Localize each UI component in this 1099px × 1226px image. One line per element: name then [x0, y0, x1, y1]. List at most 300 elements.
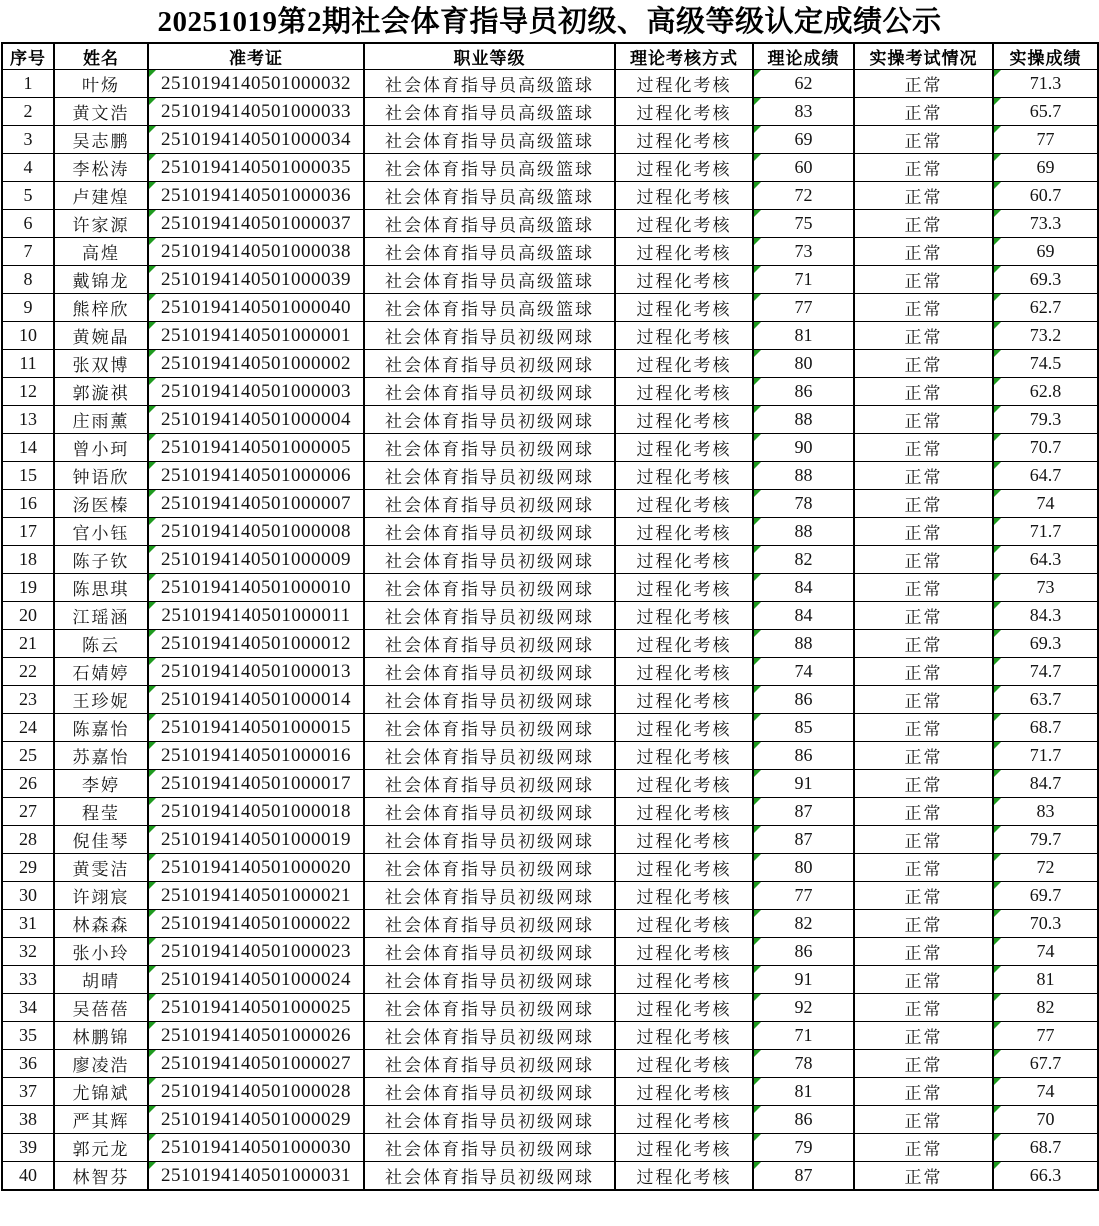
cell-index: 9	[2, 294, 54, 322]
cell-level: 社会体育指导员高级篮球	[364, 70, 615, 98]
cell-practical-score: 62.7	[993, 294, 1098, 322]
cell-theory-score: 88	[753, 406, 854, 434]
cell-practical-status: 正常	[854, 910, 993, 938]
cell-index: 39	[2, 1134, 54, 1162]
cell-theory-score: 81	[753, 1078, 854, 1106]
cell-name: 陈思琪	[54, 574, 148, 602]
cell-index: 6	[2, 210, 54, 238]
cell-theory-score: 77	[753, 882, 854, 910]
cell-theory-method: 过程化考核	[615, 518, 753, 546]
cell-ticket: 2510194140501000027	[148, 1050, 364, 1078]
cell-ticket: 2510194140501000013	[148, 658, 364, 686]
table-row	[2, 322, 1098, 350]
cell-name: 吴志鹏	[54, 126, 148, 154]
page-title: 20251019第2期社会体育指导员初级、高级等级认定成绩公示	[157, 6, 942, 38]
cell-theory-method: 过程化考核	[615, 1078, 753, 1106]
cell-ticket: 2510194140501000014	[148, 686, 364, 714]
cell-theory-method: 过程化考核	[615, 462, 753, 490]
cell-ticket: 2510194140501000023	[148, 938, 364, 966]
cell-practical-status: 正常	[854, 546, 993, 574]
cell-practical-status: 正常	[854, 238, 993, 266]
cell-index: 32	[2, 938, 54, 966]
cell-theory-score: 86	[753, 742, 854, 770]
table-body	[2, 70, 1098, 1191]
cell-practical-status: 正常	[854, 574, 993, 602]
cell-index: 23	[2, 686, 54, 714]
cell-practical-score: 84.7	[993, 770, 1098, 798]
table-row	[2, 1078, 1098, 1106]
cell-theory-method: 过程化考核	[615, 630, 753, 658]
cell-index: 25	[2, 742, 54, 770]
cell-level: 社会体育指导员初级网球	[364, 434, 615, 462]
cell-theory-score: 81	[753, 322, 854, 350]
cell-practical-status: 正常	[854, 630, 993, 658]
score-publication-page	[1, 0, 1098, 1191]
cell-practical-score: 74.7	[993, 658, 1098, 686]
cell-practical-status: 正常	[854, 378, 993, 406]
cell-theory-method: 过程化考核	[615, 182, 753, 210]
table-row	[2, 294, 1098, 322]
cell-theory-method: 过程化考核	[615, 238, 753, 266]
cell-theory-score: 72	[753, 182, 854, 210]
cell-level: 社会体育指导员高级篮球	[364, 294, 615, 322]
cell-theory-method: 过程化考核	[615, 210, 753, 238]
cell-ticket: 2510194140501000034	[148, 126, 364, 154]
column-header: 实操成绩	[993, 43, 1098, 70]
cell-practical-status: 正常	[854, 742, 993, 770]
cell-name: 官小钰	[54, 518, 148, 546]
cell-theory-method: 过程化考核	[615, 602, 753, 630]
cell-level: 社会体育指导员初级网球	[364, 1050, 615, 1078]
table-row	[2, 742, 1098, 770]
cell-practical-score: 74	[993, 938, 1098, 966]
cell-practical-status: 正常	[854, 938, 993, 966]
cell-theory-method: 过程化考核	[615, 882, 753, 910]
cell-theory-method: 过程化考核	[615, 546, 753, 574]
cell-theory-score: 84	[753, 574, 854, 602]
column-header: 理论成绩	[753, 43, 854, 70]
cell-practical-status: 正常	[854, 98, 993, 126]
cell-name: 叶炀	[54, 70, 148, 98]
cell-theory-method: 过程化考核	[615, 826, 753, 854]
cell-practical-score: 66.3	[993, 1162, 1098, 1191]
cell-practical-status: 正常	[854, 1106, 993, 1134]
cell-practical-score: 60.7	[993, 182, 1098, 210]
cell-name: 熊梓欣	[54, 294, 148, 322]
table-row	[2, 98, 1098, 126]
cell-ticket: 2510194140501000024	[148, 966, 364, 994]
cell-level: 社会体育指导员初级网球	[364, 742, 615, 770]
cell-practical-score: 69	[993, 154, 1098, 182]
cell-theory-score: 71	[753, 1022, 854, 1050]
cell-name: 石婧婷	[54, 658, 148, 686]
cell-ticket: 2510194140501000025	[148, 994, 364, 1022]
cell-ticket: 2510194140501000032	[148, 70, 364, 98]
cell-name: 曾小珂	[54, 434, 148, 462]
cell-practical-status: 正常	[854, 602, 993, 630]
cell-index: 40	[2, 1162, 54, 1191]
cell-name: 高煌	[54, 238, 148, 266]
cell-theory-score: 90	[753, 434, 854, 462]
cell-practical-status: 正常	[854, 966, 993, 994]
cell-level: 社会体育指导员初级网球	[364, 350, 615, 378]
cell-level: 社会体育指导员高级篮球	[364, 126, 615, 154]
cell-theory-method: 过程化考核	[615, 1050, 753, 1078]
cell-index: 4	[2, 154, 54, 182]
cell-theory-method: 过程化考核	[615, 266, 753, 294]
cell-practical-score: 77	[993, 126, 1098, 154]
table-row	[2, 182, 1098, 210]
cell-index: 34	[2, 994, 54, 1022]
cell-name: 郭漩祺	[54, 378, 148, 406]
cell-practical-status: 正常	[854, 854, 993, 882]
cell-index: 36	[2, 1050, 54, 1078]
cell-theory-score: 77	[753, 294, 854, 322]
cell-theory-score: 62	[753, 70, 854, 98]
cell-level: 社会体育指导员高级篮球	[364, 98, 615, 126]
cell-theory-method: 过程化考核	[615, 490, 753, 518]
cell-index: 35	[2, 1022, 54, 1050]
cell-level: 社会体育指导员初级网球	[364, 882, 615, 910]
cell-practical-score: 71.3	[993, 70, 1098, 98]
cell-name: 程莹	[54, 798, 148, 826]
table-row	[2, 1022, 1098, 1050]
cell-practical-status: 正常	[854, 658, 993, 686]
cell-level: 社会体育指导员初级网球	[364, 406, 615, 434]
cell-theory-score: 79	[753, 1134, 854, 1162]
cell-ticket: 2510194140501000029	[148, 1106, 364, 1134]
cell-theory-score: 83	[753, 98, 854, 126]
cell-level: 社会体育指导员初级网球	[364, 826, 615, 854]
cell-practical-score: 65.7	[993, 98, 1098, 126]
cell-ticket: 2510194140501000038	[148, 238, 364, 266]
cell-ticket: 2510194140501000003	[148, 378, 364, 406]
table-row	[2, 434, 1098, 462]
cell-theory-method: 过程化考核	[615, 770, 753, 798]
cell-name: 胡晴	[54, 966, 148, 994]
cell-practical-status: 正常	[854, 322, 993, 350]
column-header: 序号	[2, 43, 54, 70]
cell-level: 社会体育指导员初级网球	[364, 546, 615, 574]
table-row	[2, 350, 1098, 378]
cell-level: 社会体育指导员初级网球	[364, 462, 615, 490]
cell-practical-score: 68.7	[993, 714, 1098, 742]
cell-theory-method: 过程化考核	[615, 1162, 753, 1191]
table-row	[2, 658, 1098, 686]
cell-practical-score: 70.7	[993, 434, 1098, 462]
table-row	[2, 266, 1098, 294]
cell-practical-score: 73.2	[993, 322, 1098, 350]
table-row	[2, 910, 1098, 938]
cell-practical-score: 81	[993, 966, 1098, 994]
cell-name: 汤医榛	[54, 490, 148, 518]
table-row	[2, 1106, 1098, 1134]
table-row	[2, 882, 1098, 910]
cell-practical-status: 正常	[854, 210, 993, 238]
column-header: 理论考核方式	[615, 43, 753, 70]
cell-level: 社会体育指导员初级网球	[364, 490, 615, 518]
cell-practical-score: 74	[993, 1078, 1098, 1106]
cell-practical-score: 69	[993, 238, 1098, 266]
cell-theory-method: 过程化考核	[615, 798, 753, 826]
cell-theory-method: 过程化考核	[615, 350, 753, 378]
cell-name: 卢建煌	[54, 182, 148, 210]
cell-theory-score: 74	[753, 658, 854, 686]
cell-ticket: 2510194140501000020	[148, 854, 364, 882]
cell-ticket: 2510194140501000028	[148, 1078, 364, 1106]
cell-name: 江瑶涵	[54, 602, 148, 630]
cell-practical-score: 70.3	[993, 910, 1098, 938]
cell-name: 苏嘉怡	[54, 742, 148, 770]
cell-level: 社会体育指导员初级网球	[364, 630, 615, 658]
cell-practical-status: 正常	[854, 770, 993, 798]
cell-index: 7	[2, 238, 54, 266]
cell-name: 戴锦龙	[54, 266, 148, 294]
cell-theory-score: 80	[753, 350, 854, 378]
cell-index: 13	[2, 406, 54, 434]
cell-ticket: 2510194140501000037	[148, 210, 364, 238]
cell-ticket: 2510194140501000007	[148, 490, 364, 518]
table-row	[2, 518, 1098, 546]
cell-practical-status: 正常	[854, 154, 993, 182]
cell-practical-score: 64.7	[993, 462, 1098, 490]
cell-level: 社会体育指导员初级网球	[364, 1106, 615, 1134]
cell-name: 林智芬	[54, 1162, 148, 1191]
cell-index: 33	[2, 966, 54, 994]
cell-level: 社会体育指导员初级网球	[364, 686, 615, 714]
table-row	[2, 154, 1098, 182]
cell-practical-score: 67.7	[993, 1050, 1098, 1078]
cell-theory-method: 过程化考核	[615, 742, 753, 770]
cell-practical-score: 69.3	[993, 630, 1098, 658]
cell-name: 吴蓓蓓	[54, 994, 148, 1022]
table-row	[2, 854, 1098, 882]
cell-practical-status: 正常	[854, 1022, 993, 1050]
cell-name: 张双博	[54, 350, 148, 378]
cell-theory-score: 85	[753, 714, 854, 742]
table-row	[2, 546, 1098, 574]
cell-theory-method: 过程化考核	[615, 1106, 753, 1134]
cell-ticket: 2510194140501000040	[148, 294, 364, 322]
cell-index: 15	[2, 462, 54, 490]
cell-ticket: 2510194140501000004	[148, 406, 364, 434]
cell-name: 李婷	[54, 770, 148, 798]
table-row	[2, 798, 1098, 826]
cell-ticket: 2510194140501000022	[148, 910, 364, 938]
cell-theory-method: 过程化考核	[615, 1022, 753, 1050]
cell-theory-score: 86	[753, 686, 854, 714]
cell-index: 26	[2, 770, 54, 798]
cell-theory-method: 过程化考核	[615, 854, 753, 882]
cell-theory-score: 91	[753, 770, 854, 798]
cell-theory-score: 87	[753, 826, 854, 854]
cell-index: 12	[2, 378, 54, 406]
cell-theory-method: 过程化考核	[615, 574, 753, 602]
cell-index: 21	[2, 630, 54, 658]
cell-index: 38	[2, 1106, 54, 1134]
cell-theory-score: 78	[753, 1050, 854, 1078]
cell-theory-score: 86	[753, 938, 854, 966]
cell-practical-status: 正常	[854, 1134, 993, 1162]
cell-theory-score: 73	[753, 238, 854, 266]
cell-level: 社会体育指导员初级网球	[364, 574, 615, 602]
cell-index: 22	[2, 658, 54, 686]
cell-ticket: 2510194140501000008	[148, 518, 364, 546]
cell-practical-status: 正常	[854, 490, 993, 518]
table-row	[2, 602, 1098, 630]
cell-ticket: 2510194140501000015	[148, 714, 364, 742]
table-row	[2, 630, 1098, 658]
cell-theory-method: 过程化考核	[615, 910, 753, 938]
header-row	[2, 43, 1098, 70]
cell-name: 陈嘉怡	[54, 714, 148, 742]
cell-level: 社会体育指导员初级网球	[364, 910, 615, 938]
cell-ticket: 2510194140501000002	[148, 350, 364, 378]
cell-name: 黄雯洁	[54, 854, 148, 882]
cell-practical-score: 71.7	[993, 742, 1098, 770]
cell-name: 林森森	[54, 910, 148, 938]
cell-practical-status: 正常	[854, 826, 993, 854]
table-row	[2, 1050, 1098, 1078]
cell-theory-score: 92	[753, 994, 854, 1022]
table-row	[2, 686, 1098, 714]
table-row	[2, 126, 1098, 154]
cell-practical-status: 正常	[854, 994, 993, 1022]
cell-ticket: 2510194140501000019	[148, 826, 364, 854]
cell-name: 林鹏锦	[54, 1022, 148, 1050]
cell-index: 8	[2, 266, 54, 294]
cell-name: 钟语欣	[54, 462, 148, 490]
column-header: 准考证	[148, 43, 364, 70]
cell-index: 30	[2, 882, 54, 910]
table-row	[2, 1134, 1098, 1162]
cell-ticket: 2510194140501000021	[148, 882, 364, 910]
cell-practical-score: 69.7	[993, 882, 1098, 910]
cell-theory-score: 87	[753, 1162, 854, 1191]
cell-index: 11	[2, 350, 54, 378]
cell-theory-score: 75	[753, 210, 854, 238]
cell-theory-method: 过程化考核	[615, 966, 753, 994]
cell-name: 黄文浩	[54, 98, 148, 126]
cell-practical-score: 68.7	[993, 1134, 1098, 1162]
cell-level: 社会体育指导员初级网球	[364, 518, 615, 546]
cell-name: 李松涛	[54, 154, 148, 182]
column-header: 姓名	[54, 43, 148, 70]
cell-theory-score: 71	[753, 266, 854, 294]
cell-index: 14	[2, 434, 54, 462]
cell-theory-method: 过程化考核	[615, 98, 753, 126]
table-row	[2, 938, 1098, 966]
cell-index: 16	[2, 490, 54, 518]
cell-name: 张小玲	[54, 938, 148, 966]
table-row	[2, 574, 1098, 602]
cell-practical-score: 79.7	[993, 826, 1098, 854]
cell-index: 27	[2, 798, 54, 826]
cell-practical-score: 62.8	[993, 378, 1098, 406]
cell-practical-status: 正常	[854, 714, 993, 742]
cell-index: 31	[2, 910, 54, 938]
cell-name: 陈云	[54, 630, 148, 658]
cell-name: 尤锦斌	[54, 1078, 148, 1106]
cell-practical-score: 74.5	[993, 350, 1098, 378]
cell-ticket: 2510194140501000031	[148, 1162, 364, 1191]
cell-index: 5	[2, 182, 54, 210]
cell-index: 17	[2, 518, 54, 546]
cell-name: 王珍妮	[54, 686, 148, 714]
cell-level: 社会体育指导员初级网球	[364, 322, 615, 350]
cell-ticket: 2510194140501000009	[148, 546, 364, 574]
cell-level: 社会体育指导员初级网球	[364, 798, 615, 826]
cell-ticket: 2510194140501000017	[148, 770, 364, 798]
column-header: 实操考试情况	[854, 43, 993, 70]
cell-practical-score: 72	[993, 854, 1098, 882]
cell-index: 28	[2, 826, 54, 854]
cell-ticket: 2510194140501000011	[148, 602, 364, 630]
cell-practical-score: 83	[993, 798, 1098, 826]
cell-practical-status: 正常	[854, 798, 993, 826]
cell-index: 20	[2, 602, 54, 630]
cell-theory-method: 过程化考核	[615, 126, 753, 154]
cell-practical-status: 正常	[854, 686, 993, 714]
cell-index: 24	[2, 714, 54, 742]
cell-ticket: 2510194140501000030	[148, 1134, 364, 1162]
cell-theory-score: 84	[753, 602, 854, 630]
table-row	[2, 994, 1098, 1022]
cell-theory-method: 过程化考核	[615, 322, 753, 350]
table-row	[2, 714, 1098, 742]
cell-theory-score: 69	[753, 126, 854, 154]
cell-practical-status: 正常	[854, 266, 993, 294]
cell-practical-score: 63.7	[993, 686, 1098, 714]
cell-theory-method: 过程化考核	[615, 70, 753, 98]
cell-theory-score: 87	[753, 798, 854, 826]
cell-level: 社会体育指导员初级网球	[364, 938, 615, 966]
cell-theory-score: 78	[753, 490, 854, 518]
cell-name: 严其辉	[54, 1106, 148, 1134]
cell-practical-status: 正常	[854, 1078, 993, 1106]
cell-theory-method: 过程化考核	[615, 658, 753, 686]
cell-theory-method: 过程化考核	[615, 1134, 753, 1162]
cell-index: 1	[2, 70, 54, 98]
cell-theory-method: 过程化考核	[615, 378, 753, 406]
cell-index: 3	[2, 126, 54, 154]
cell-level: 社会体育指导员初级网球	[364, 1078, 615, 1106]
cell-practical-status: 正常	[854, 518, 993, 546]
cell-level: 社会体育指导员高级篮球	[364, 154, 615, 182]
score-table	[1, 42, 1099, 1191]
cell-index: 10	[2, 322, 54, 350]
cell-ticket: 2510194140501000006	[148, 462, 364, 490]
cell-ticket: 2510194140501000010	[148, 574, 364, 602]
cell-level: 社会体育指导员初级网球	[364, 1162, 615, 1191]
table-row	[2, 966, 1098, 994]
cell-theory-method: 过程化考核	[615, 938, 753, 966]
cell-practical-status: 正常	[854, 182, 993, 210]
cell-index: 19	[2, 574, 54, 602]
cell-ticket: 2510194140501000018	[148, 798, 364, 826]
column-header: 职业等级	[364, 43, 615, 70]
cell-level: 社会体育指导员初级网球	[364, 994, 615, 1022]
table-row	[2, 406, 1098, 434]
cell-theory-method: 过程化考核	[615, 714, 753, 742]
cell-practical-score: 77	[993, 1022, 1098, 1050]
cell-ticket: 2510194140501000012	[148, 630, 364, 658]
cell-index: 29	[2, 854, 54, 882]
table-row	[2, 462, 1098, 490]
cell-ticket: 2510194140501000033	[148, 98, 364, 126]
cell-practical-score: 73	[993, 574, 1098, 602]
cell-index: 18	[2, 546, 54, 574]
